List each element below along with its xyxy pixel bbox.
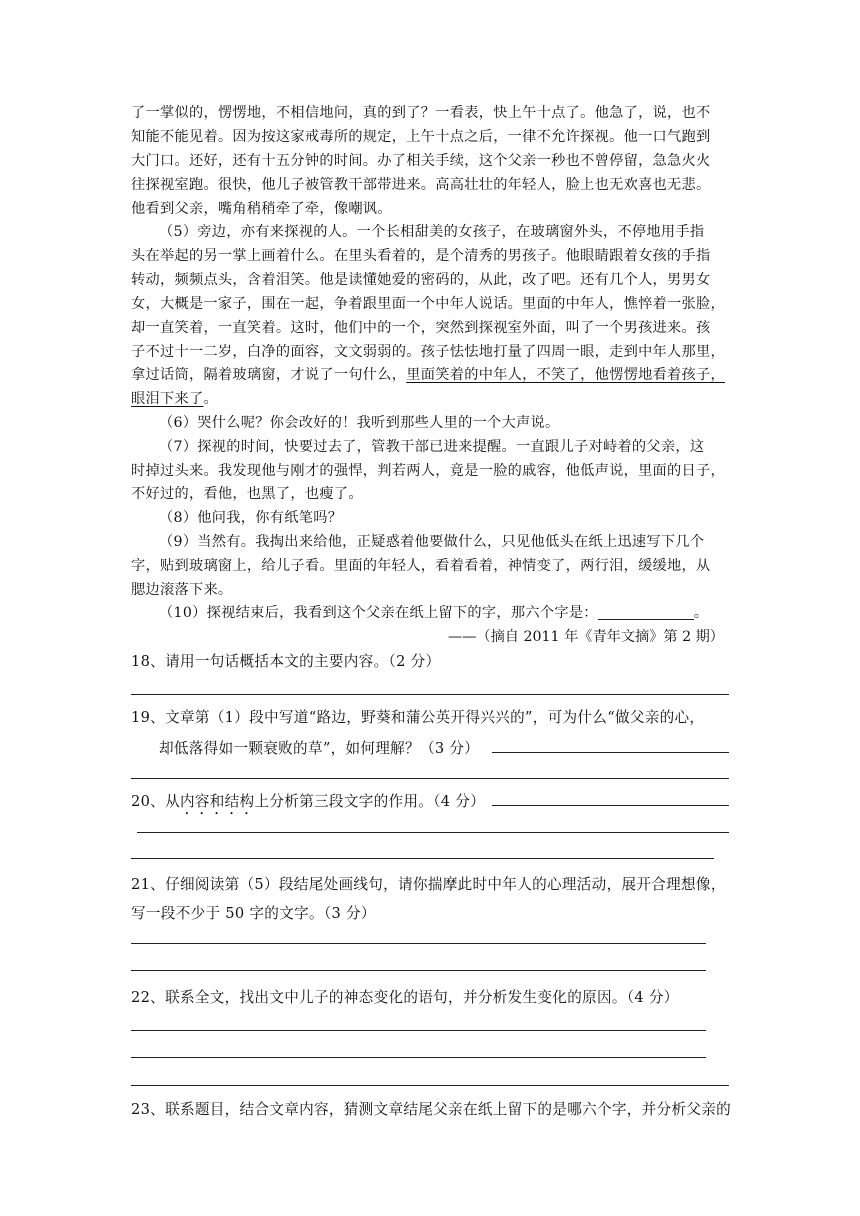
answer-line[interactable] — [131, 858, 714, 859]
article-line: 了一掌似的，愣愣地，不相信地问，真的到了？一看表，快上午十点了。他急了，说，也不 — [131, 105, 711, 121]
question-20 — [131, 790, 485, 818]
answer-line[interactable] — [131, 970, 706, 971]
answer-blank[interactable] — [598, 603, 694, 620]
question-23: 23、联系题目，结合文章内容，猜测文章结尾父亲在纸上留下的是哪六个字，并分析父亲的 — [131, 1101, 732, 1118]
emphasized-phrase: 内容和结构 — [179, 793, 255, 810]
article-line: 不好过的，看他，也黑了，也瘦了。 — [131, 486, 363, 502]
answer-line[interactable] — [492, 752, 729, 753]
answer-line[interactable] — [131, 1057, 706, 1058]
question-21-cont: 写一段不少于 50 字的文字。（3 分） — [131, 905, 376, 922]
article-line: 腮边滚落下来。 — [131, 582, 233, 598]
article-line: （7）探视的时间，快要过去了，管教干部已进来提醒。一直跟儿子对峙着的父亲，这 — [159, 439, 705, 455]
article-text: 。 — [203, 391, 218, 407]
answer-line[interactable] — [131, 1085, 729, 1086]
answer-line[interactable] — [492, 805, 729, 806]
question-text: 20、从 — [131, 793, 180, 810]
article-line: 转动，频频点头，含着泪笑。他是读懂她爱的密码的，从此，改了吧。还有几个人，男男女 — [131, 272, 711, 288]
article-line: （9）当然有。我掏出来给他，正疑惑着他要做什么，只见他低头在纸上迅速写下几个 — [159, 534, 705, 550]
article-line: 时掉过头来。我发现他与刚才的强悍，判若两人，竟是一脸的戚容，他低声说，里面的日子， — [131, 463, 725, 479]
article-line: 却一直笑着，一直笑着。这时，他们中的一个，突然到探视室外面，叫了一个男孩进来。孩 — [131, 320, 711, 336]
article-text: 拿过话筒，隔着玻璃窗，才说了一句什么， — [131, 367, 407, 383]
answer-line[interactable] — [137, 832, 729, 833]
article-line — [131, 387, 218, 411]
article-line: （8）他问我，你有纸笔吗？ — [159, 510, 343, 526]
question-19: 19、文章第（1）段中写道“路边，野葵和蒲公英开得兴兴的”，可为什么“做父亲的心， — [131, 709, 705, 726]
article-line: 女，大概是一家子，围在一起，争着跟里面一个中年人说话。里面的中年人，憔悴着一张脸， — [131, 296, 725, 312]
question-21: 21、仔细阅读第（5）段结尾处画线句，请你揣摩此时中年人的心理活动，展开合理想像， — [131, 876, 726, 893]
answer-line[interactable] — [131, 778, 729, 779]
question-19-cont: 却低落得如一颗衰败的草”，如何理解？（3 分） — [159, 740, 480, 757]
article-line: 知能不能见着。因为按这家戒毒所的规定，上午十点之后，一律不允许探视。他一口气跑到 — [131, 129, 711, 145]
question-18: 18、请用一句话概括本文的主要内容。（2 分） — [131, 653, 441, 670]
article-text: 。 — [693, 605, 709, 621]
article-line: （6）哭什么呢？你会改好的！我听到那些人里的一个大声说。 — [159, 415, 560, 431]
question-text: 上分析第三段文字的作用。（4 分） — [254, 793, 486, 810]
answer-line[interactable] — [131, 694, 729, 695]
article-line: 头在举起的另一掌上画着什么。在里头看着的，是个清秀的男孩子。他眼睛跟着女孩的手指 — [131, 248, 711, 264]
article-line: 往探视室跑。很快，他儿子被管教干部带进来。高高壮壮的年轻人，脸上也无欢喜也无悲。 — [131, 177, 711, 193]
article-source: ——（摘自 2011 年《青年文摘》第 2 期） — [448, 629, 724, 645]
article-line: 大门口。还好，还有十五分钟的时间。办了相关手续，这个父亲一秒也不曾停留，急急火火 — [131, 153, 711, 169]
article-line — [159, 601, 708, 625]
answer-line[interactable] — [131, 943, 706, 944]
answer-line[interactable] — [131, 1030, 706, 1031]
article-line: 他看到父亲，嘴角稍稍牵了牵，像嘲讽。 — [131, 201, 392, 217]
article-text: （10）探视结束后，我看到这个父亲在纸上留下的字，那六个字是： — [159, 605, 598, 621]
article-line — [131, 363, 725, 387]
underlined-sentence: 眼泪下来了 — [131, 391, 204, 407]
article-line: 子不过十一二岁，白净的面容，文文弱弱的。孩子怯怯地打量了四周一眼，走到中年人那里， — [131, 344, 725, 360]
underlined-sentence: 里面笑着的中年人，不笑了，他愣愣地看着孩子， — [406, 367, 725, 383]
question-22: 22、联系全文，找出文中儿子的神态变化的语句，并分析发生变化的原因。（4 分） — [131, 989, 679, 1006]
article-line: （5）旁边，亦有来探视的人。一个长相甜美的女孩子，在玻璃窗外头，不停地用手指 — [159, 224, 705, 240]
article-line: 字，贴到玻璃窗上，给儿子看。里面的年轻人，看着看着，神情变了，两行泪，缓缓地，从 — [131, 558, 711, 574]
